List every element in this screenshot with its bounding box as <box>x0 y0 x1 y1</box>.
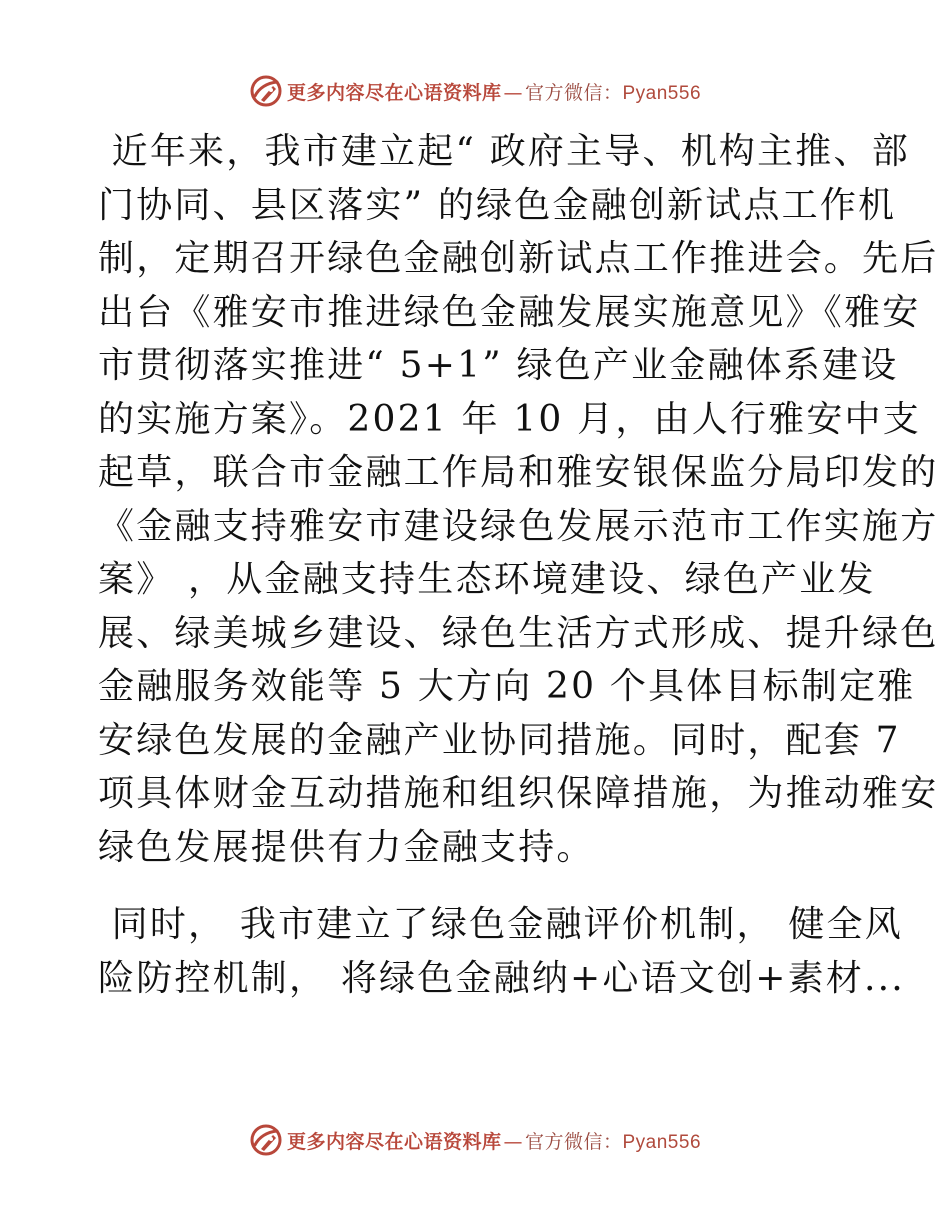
watermark-dash: — <box>503 81 523 104</box>
watermark-account: Pyan556 <box>622 1131 702 1153</box>
text-line: 制，定期召开绿色金融创新试点工作推进会。先后 <box>98 238 939 279</box>
text-line: 出台《雅安市推进绿色金融发展实施意见》《雅安 <box>98 291 921 333</box>
text-line: 的实施方案》。2021 年 10 月，由人行雅安中支 <box>98 398 921 440</box>
watermark-text <box>287 1127 701 1154</box>
paragraph-2 <box>98 898 905 1005</box>
watermark-brand: 更多内容尽在心语资料库 <box>286 81 502 104</box>
header-watermark <box>0 71 950 111</box>
pen-logo-icon <box>249 1123 283 1157</box>
paragraph-1 <box>98 125 939 874</box>
text-line: 金融服务效能等 5 大方向 20 个具体目标制定雅 <box>98 666 916 707</box>
text-line: 险防控机制， 将绿色金融纳+心语文创+素材... <box>98 957 905 999</box>
text-line: 《金融支持雅安市建设绿色发展示范市工作实施方 <box>98 505 939 547</box>
text-line: 安绿色发展的金融产业协同措施。同时，配套 7 <box>98 719 901 761</box>
text-line: 绿色发展提供有力金融支持。 <box>98 826 595 868</box>
text-line: 起草，联合市金融工作局和雅安银保监分局印发的 <box>98 452 939 493</box>
text-line: 近年来，我市建立起“ 政府主导、机构主推、部 <box>98 131 910 172</box>
watermark-account: Pyan556 <box>622 82 702 104</box>
text-line: 案》 ，从金融支持生态环境建设、绿色产业发 <box>98 559 876 600</box>
watermark-brand: 更多内容尽在心语资料库 <box>286 1130 502 1153</box>
document-body <box>98 125 939 1005</box>
pen-logo-icon <box>249 74 283 108</box>
text-line: 展、绿美城乡建设、绿色生活方式形成、提升绿色 <box>98 612 939 654</box>
watermark-label: 官方微信： <box>524 81 623 104</box>
watermark-label: 官方微信： <box>524 1130 623 1153</box>
paragraph-gap <box>98 874 850 898</box>
text-line: 同时， 我市建立了绿色金融评价机制， 健全风 <box>98 904 903 945</box>
watermark-text <box>287 78 701 105</box>
text-line: 项具体财金互动措施和组织保障措施，为推动雅安 <box>98 773 939 814</box>
text-line: 门协同、县区落实” 的绿色金融创新试点工作机 <box>98 184 897 226</box>
text-line: 市贯彻落实推进“ 5+1” 绿色产业金融体系建设 <box>98 345 899 386</box>
footer-watermark <box>0 1120 950 1160</box>
watermark-dash: — <box>503 1130 523 1153</box>
